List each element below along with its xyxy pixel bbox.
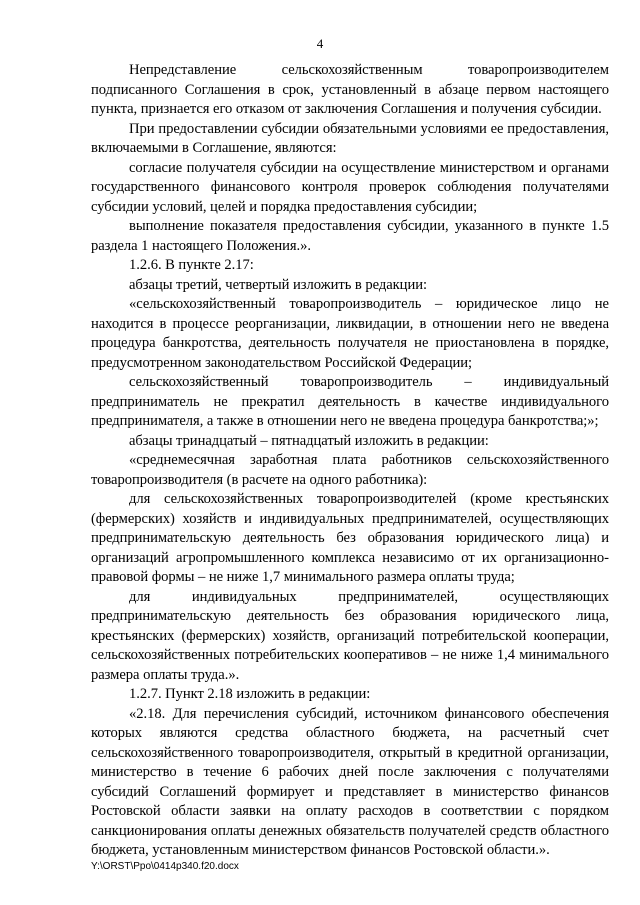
document-body bbox=[91, 61, 609, 861]
paragraph: При предоставлении субсидии обязательными условиями ее предоставления, включаемыми в Соглашение, являются: bbox=[91, 120, 609, 156]
paragraph: абзацы третий, четвертый изложить в редакции: bbox=[129, 276, 427, 293]
page-number: 4 bbox=[316, 36, 324, 51]
paragraph: абзацы тринадцатый – пятнадцатый изложить в редакции: bbox=[129, 432, 489, 449]
file-path-footer: Y:\ORST\Ppo\0414p340.f20.docx bbox=[91, 861, 239, 872]
paragraph: «сельскохозяйственный товаропроизводитель – юридическое лицо не находится в процессе реорганизации, ликвидации, в отношении него не введена процедура банкротства, деятельность получателя не приостановлена в порядке, предусмотренном законодательством Российской Федерации; bbox=[91, 296, 609, 371]
paragraph: для сельскохозяйственных товаропроизводителей (кроме крестьянских (фермерских) хозяйств и индивидуальных предпринимателей, осуществляющих предпринимательскую деятельность без образования юридического лица) и организаций агропромышленного комплекса независимо от их организационно-правовой формы – не ниже 1,7 минимального размера оплаты труда; bbox=[91, 491, 609, 585]
paragraph: сельскохозяйственный товаропроизводитель – индивидуальный предприниматель не прекратил деятельность в качестве индивидуального предпринимателя, а также в отношении него не введена процедура банкротства;»; bbox=[91, 374, 609, 429]
paragraph: 1.2.7. Пункт 2.18 изложить в редакции: bbox=[129, 686, 371, 702]
paragraph: «2.18. Для перечисления субсидий, источником финансового обеспечения которых являются средства областного бюджета, на расчетный счет сельскохозяйственного товаропроизводителя, открытый в кредитной организации, министерство в течение 6 рабочих дней после заключения с получателями субсидий Соглашений формирует и представляет в министерство финансов Ростовской области заявки на оплату расходов в соответствии с порядком санкционирования оплаты денежных обязательств получателей средств областного бюджета, установленным министерством финансов Ростовской области.». bbox=[91, 705, 609, 858]
paragraph: согласие получателя субсидии на осуществление министерством и органами государственного финансового контроля проверок соблюдения получателями субсидии условий, целей и порядка предоставления субсидии; bbox=[91, 159, 609, 215]
paragraph: Непредставление сельскохозяйственным товаропроизводителем подписанного Соглашения в срок, установленный в абзаце первом настоящего пункта, признается его отказом от заключения Соглашения и получения субсидии. bbox=[91, 62, 609, 117]
paragraph: 1.2.6. В пункте 2.17: bbox=[129, 257, 254, 273]
paragraph: «среднемесячная заработная плата работников сельскохозяйственного товаропроизводителя (в расчете на одного работника): bbox=[91, 452, 609, 488]
paragraph: для индивидуальных предпринимателей, осуществляющих предпринимательскую деятельность без образования юридического лица, крестьянских (фермерских) хозяйств, организаций потребительской кооперации, сельскохозяйственных потребительских кооперативов – не ниже 1,4 минимального размера оплаты труда.». bbox=[91, 588, 609, 683]
paragraph: выполнение показателя предоставления субсидии, указанного в пункте 1.5 раздела 1 настоящего Положения.». bbox=[91, 218, 609, 254]
